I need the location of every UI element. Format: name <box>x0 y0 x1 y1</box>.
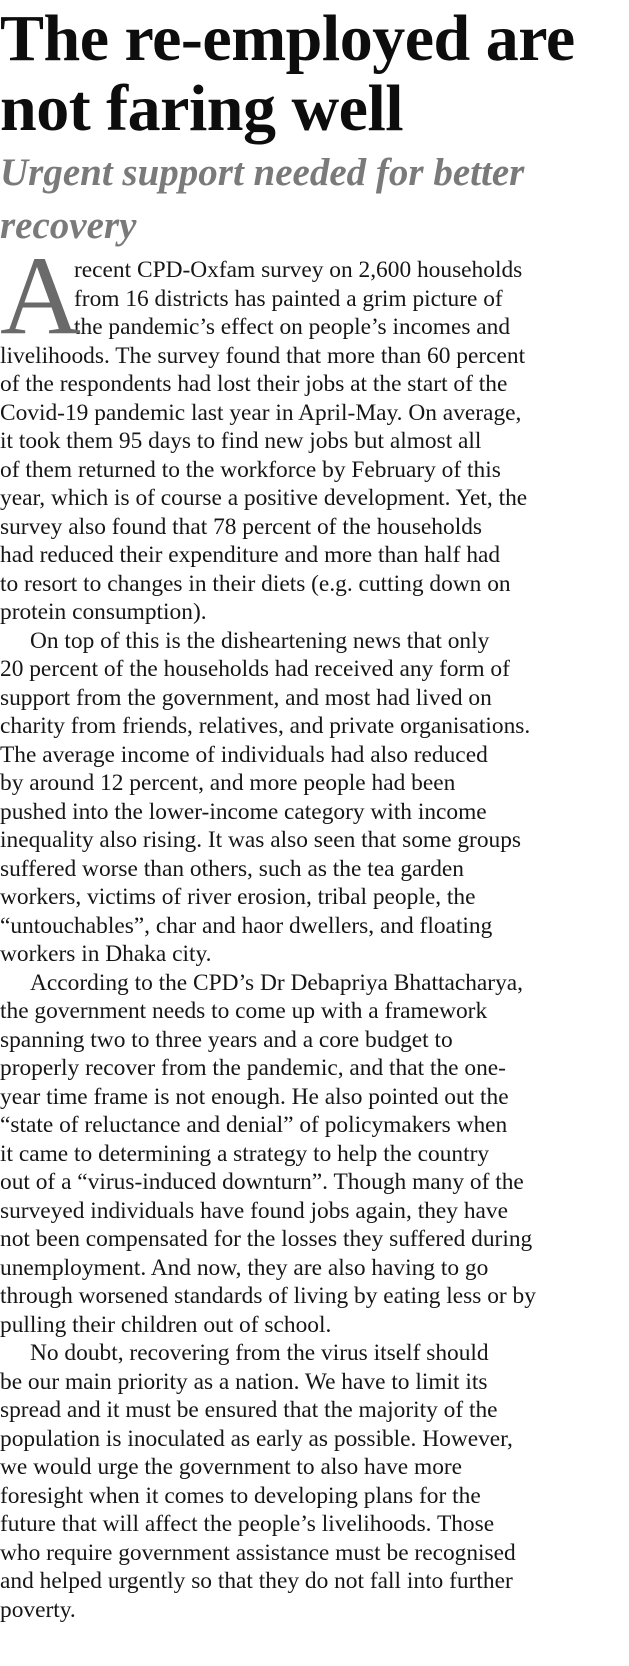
article-paragraph <box>0 627 625 969</box>
paragraph-line: properly recover from the pandemic, and that the one- <box>0 1055 506 1081</box>
paragraph-line: pushed into the lower-income category with income <box>0 798 487 825</box>
paragraph-line: had reduced their expenditure and more than half had <box>0 542 501 568</box>
paragraph-line: future that will affect the people’s livelihoods. Those <box>0 1511 495 1537</box>
paragraph-line: of the respondents had lost their jobs at the start of the <box>0 371 508 397</box>
paragraph-line: foresight when it comes to developing plans for the <box>0 1482 481 1509</box>
paragraph-line: we would urge the government to also have more <box>0 1454 463 1480</box>
paragraph-line: recent CPD-Oxfam survey on 2,600 households <box>74 257 523 283</box>
paragraph-line: “untouchables”, char and haor dwellers, and floating <box>0 912 493 939</box>
paragraph-line: workers in Dhaka city. <box>0 941 212 967</box>
paragraph-line: protein consumption). <box>0 599 207 625</box>
paragraph-line: poverty. <box>0 1596 76 1623</box>
paragraph-line: No doubt, recovering from the virus itself should <box>30 1340 489 1366</box>
paragraph-line: it took them 95 days to find new jobs but almost all <box>0 428 482 454</box>
subheadline <box>0 146 625 252</box>
paragraph-line: charity from friends, relatives, and private organisations. <box>0 713 531 739</box>
paragraph-line: spread and it must be ensured that the majority of the <box>0 1397 498 1423</box>
article-paragraph <box>0 234 625 627</box>
article-body <box>0 234 625 1624</box>
paragraph-line: According to the CPD’s Dr Debapriya Bhattacharya, <box>30 969 524 996</box>
paragraph-line: be our main priority as a nation. We have to limit its <box>0 1368 488 1395</box>
headline-line: The re-employed are <box>0 2 575 75</box>
paragraph-line: year time frame is not enough. He also pointed out the <box>0 1083 509 1110</box>
paragraph-line: through worsened standards of living by eating less or by <box>0 1283 536 1309</box>
paragraph-line: Covid-19 pandemic last year in April-May. On average, <box>0 399 522 426</box>
paragraph-line: On top of this is the disheartening news that only <box>30 627 490 654</box>
subheadline-line: Urgent support needed for better <box>0 151 525 194</box>
paragraph-line: by around 12 percent, and more people had been <box>0 770 456 796</box>
paragraph-line: unemployment. And now, they are also having to go <box>0 1254 489 1281</box>
paragraph-line: spanning two to three years and a core budget to <box>0 1026 453 1053</box>
paragraph-line: of them returned to the workforce by February of this <box>0 456 501 483</box>
paragraph-line: “state of reluctance and denial” of policymakers when <box>0 1112 508 1138</box>
paragraph-line: 20 percent of the households had received any form of <box>0 656 510 682</box>
paragraph-line: who require government assistance must be recognised <box>0 1539 516 1566</box>
paragraph-line: The average income of individuals had also reduced <box>0 741 488 768</box>
headline <box>0 4 625 144</box>
paragraph-line: inequality also rising. It was also seen that some groups <box>0 827 522 853</box>
paragraph-line: and helped urgently so that they do not fall into further <box>0 1568 513 1594</box>
paragraph-line: support from the government, and most had lived on <box>0 684 492 711</box>
paragraph-line: population is inoculated as early as possible. However, <box>0 1425 513 1452</box>
paragraph-line: livelihoods. The survey found that more than 60 percent <box>0 342 526 369</box>
paragraph-line: survey also found that 78 percent of the households <box>0 513 482 540</box>
paragraph-line: it came to determining a strategy to help the country <box>0 1140 490 1167</box>
article-paragraph <box>0 969 625 1340</box>
paragraph-line: out of a “virus-induced downturn”. Though many of the <box>0 1169 524 1195</box>
drop-cap: A <box>0 234 81 358</box>
paragraph-line: pulling their children out of school. <box>0 1311 332 1338</box>
paragraph-line: the pandemic’s effect on people’s incomes and <box>74 314 511 340</box>
paragraph-line: not been compensated for the losses they suffered during <box>0 1226 533 1252</box>
headline-line: not faring well <box>0 72 404 145</box>
paragraph-line: workers, victims of river erosion, tribal people, the <box>0 884 476 910</box>
paragraph-line: the government needs to come up with a framework <box>0 998 488 1024</box>
article-paragraph <box>0 1339 625 1624</box>
paragraph-line: suffered worse than others, such as the tea garden <box>0 855 464 882</box>
paragraph-line: year, which is of course a positive development. Yet, the <box>0 485 528 511</box>
subheadline-line: recovery <box>0 204 137 247</box>
paragraph-line: surveyed individuals have found jobs again, they have <box>0 1197 508 1224</box>
paragraph-line: to resort to changes in their diets (e.g. cutting down on <box>0 570 511 597</box>
paragraph-line: from 16 districts has painted a grim picture of <box>74 285 503 312</box>
